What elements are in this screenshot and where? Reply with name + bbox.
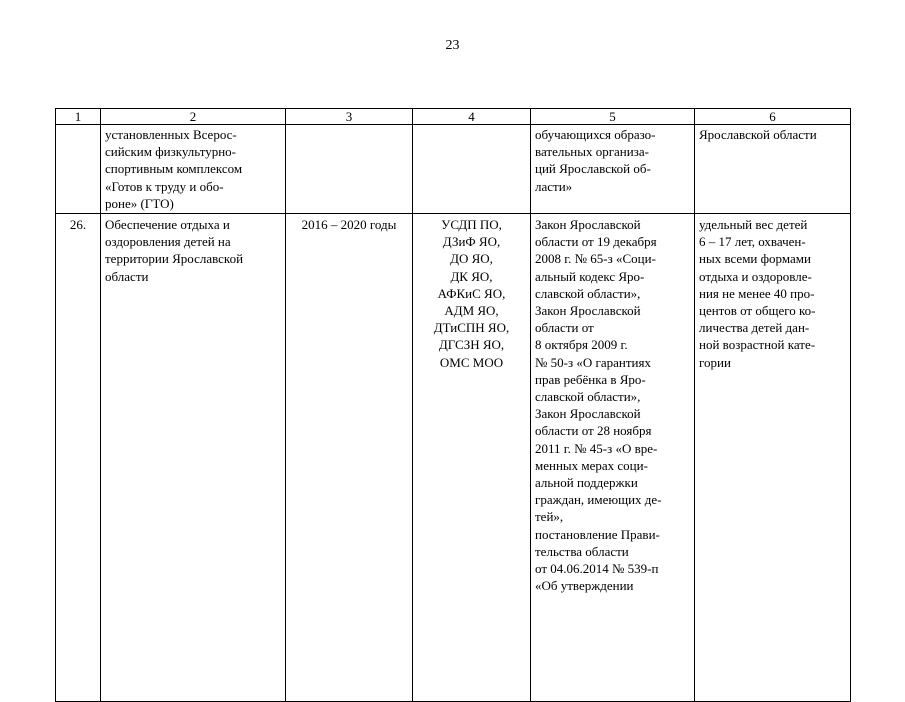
page-number: 23 <box>445 38 460 53</box>
table-row-26 <box>56 214 851 702</box>
header-cell-4: 4 <box>413 109 531 125</box>
cell-executors: УСДП ПО, ДЗиФ ЯО, ДО ЯО, ДК ЯО, АФКиС ЯО, АДМ ЯО, ДТиСПН ЯО, ДГСЗН ЯО, ОМС МОО <box>413 214 531 702</box>
table-header-row <box>56 109 851 125</box>
cell-executors <box>413 125 531 214</box>
header-cell-5: 5 <box>531 109 695 125</box>
table-row-continuation <box>56 125 851 214</box>
header-cell-3: 3 <box>286 109 413 125</box>
cell-measure-name: установленных Всерос- сийским физкультурно- спортивным комплексом «Готов к труду и обо- роне» (ГТО) <box>101 125 286 214</box>
cell-period <box>286 125 413 214</box>
cell-number <box>56 125 101 214</box>
cell-legal-basis: обучающихся образо- вательных организа- ций Ярославской об- ласти» <box>531 125 695 214</box>
cell-number: 26. <box>56 214 101 702</box>
cell-period: 2016 – 2020 годы <box>286 214 413 702</box>
cell-indicator: удельный вес детей 6 – 17 лет, охвачен- ных всеми формами отдыха и оздоровле- ния не менее 40 про- центов от общего ко- личества детей дан- ной возрастной кате- гории <box>695 214 851 702</box>
header-cell-6: 6 <box>695 109 851 125</box>
header-cell-1: 1 <box>56 109 101 125</box>
cell-indicator: Ярославской области <box>695 125 851 214</box>
header-cell-2: 2 <box>101 109 286 125</box>
measures-table <box>55 108 851 702</box>
cell-legal-basis: Закон Ярославской области от 19 декабря 2008 г. № 65-з «Соци- альный кодекс Яро- славской области», Закон Ярославской области от 8 октября 2009 г. № 50-з «О гарантиях прав ребёнка в Яро- славской области», Закон Ярославской области от 28 ноября 2011 г. № 45-з «О вре- менных мерах соци- альной поддержки граждан, имеющих де- тей», постановление Прави- тельства области от 04.06.2014 № 539-п «Об утверждении <box>531 214 695 702</box>
cell-measure-name: Обеспечение отдыха и оздоровления детей на территории Ярославской области <box>101 214 286 702</box>
